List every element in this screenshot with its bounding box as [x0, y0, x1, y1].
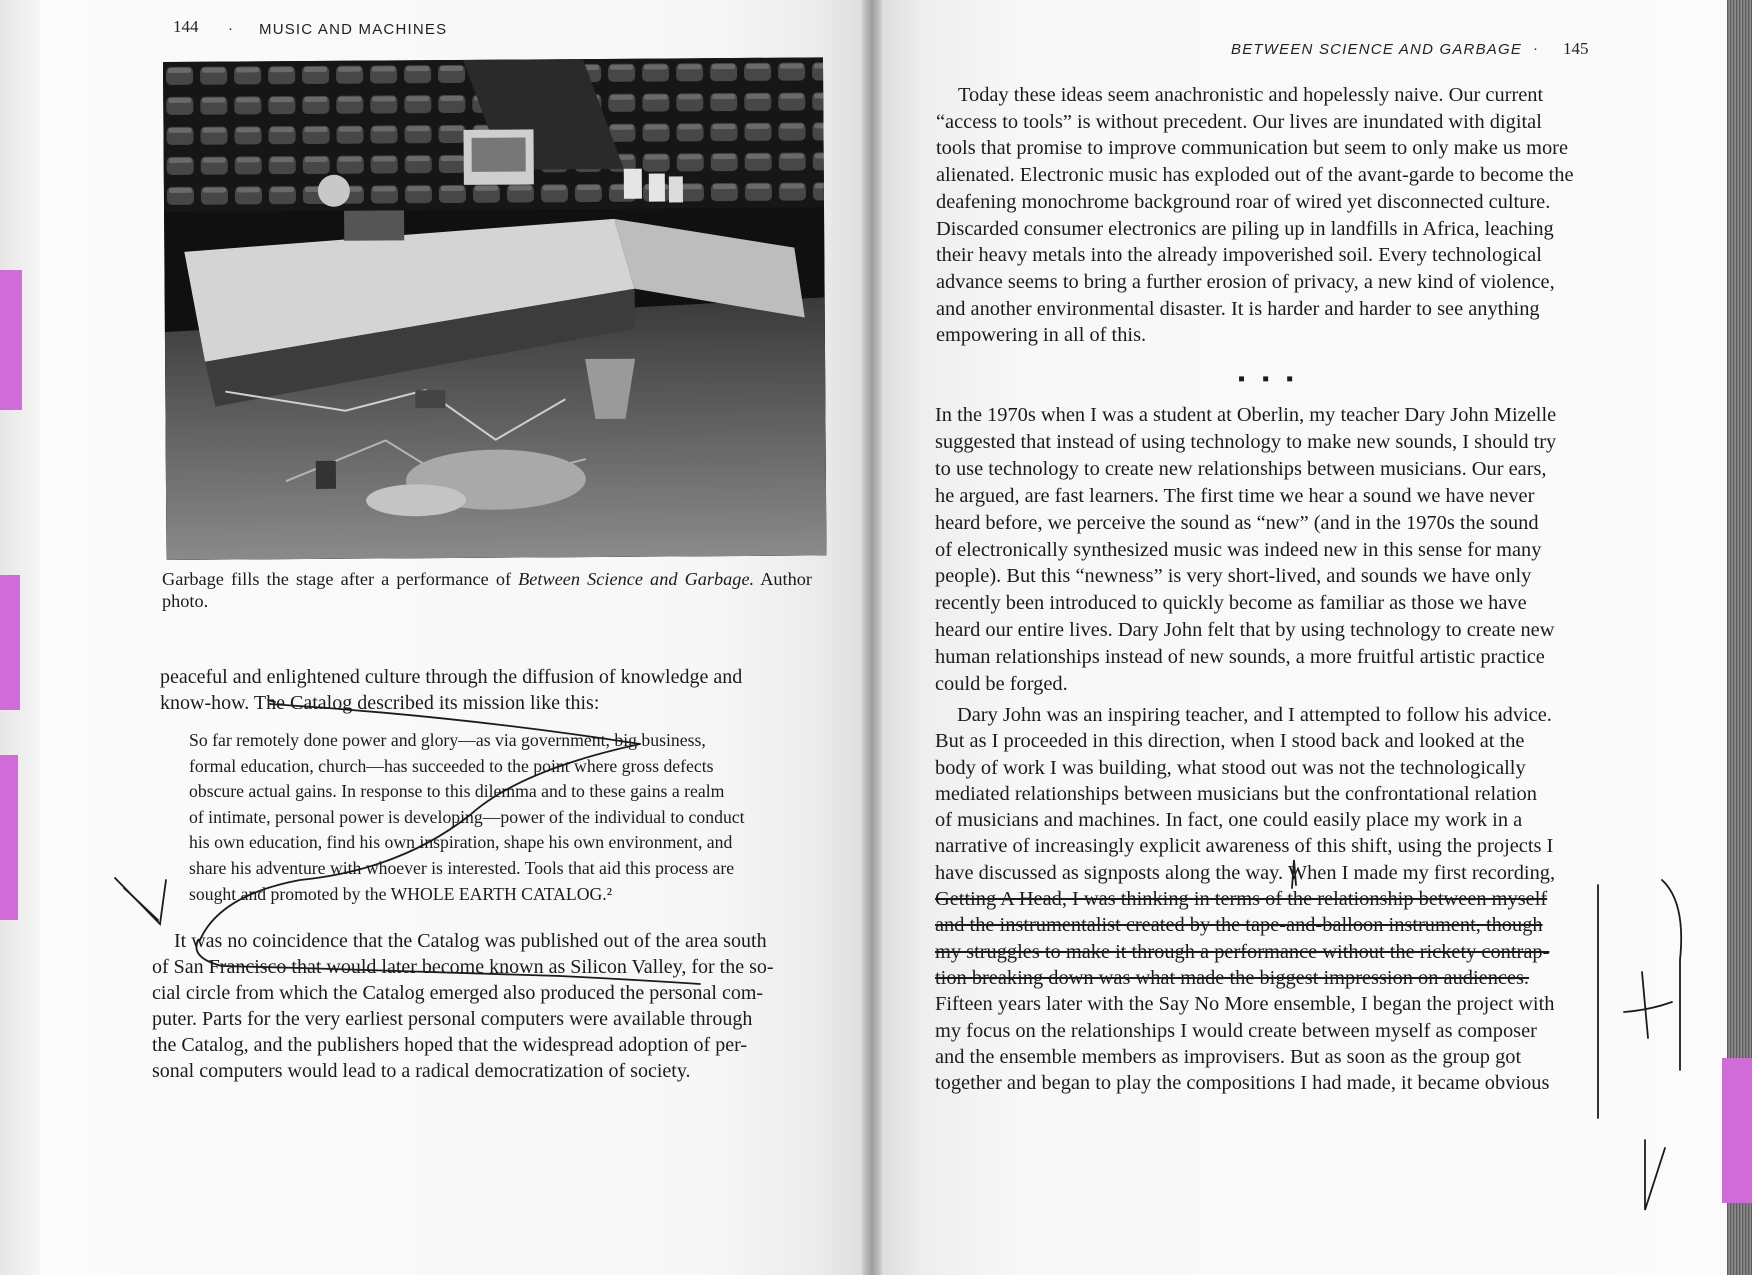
photo-caption [162, 568, 812, 612]
text-line: tools that promise to improve communication but seem to only make us more [936, 137, 1569, 160]
quote-line: of intimate, personal power is developing—power of the individual to conduct [189, 806, 745, 827]
sticky-tab [0, 270, 22, 410]
text-line: sonal computers would lead to a radical democratization of society. [152, 1060, 691, 1082]
text-line: mediated relationships between musicians but the confrontational relation [935, 782, 1537, 805]
caption-title: Between Science and Garbage. [518, 569, 755, 589]
sticky-tab [0, 575, 20, 710]
text-line: body of work I was building, what stood out was not the technologically [935, 756, 1526, 779]
running-head-separator: · [228, 20, 235, 37]
text-line: my focus on the relationships I would create between myself as composer [935, 1019, 1537, 1042]
text-line: of San Francisco that would later become known as Silicon Valley, for the so- [152, 956, 774, 978]
text-line: cial circle from which the Catalog emerged also produced the personal com- [152, 982, 764, 1004]
text-line: deafening monochrome background roar of wired yet disconnected culture. [936, 190, 1551, 213]
text-line: “access to tools” is without precedent. Our lives are inundated with digital [936, 110, 1542, 133]
struck-text-line: tion breaking down was what made the biggest impression on audiences. [935, 966, 1530, 989]
left-body-paragraph [160, 664, 810, 716]
quote-line: obscure actual gains. In response to this dilemma and to these gains a realm [189, 781, 725, 802]
running-head-right: BETWEEN SCIENCE AND GARBAGE [1231, 41, 1523, 58]
left-body-paragraph-2 [152, 928, 802, 1084]
section-break-ornament: ▪ ▪ ▪ [1238, 368, 1300, 390]
quote-line: sought and promoted by the WHOLE EARTH CATALOG.² [189, 883, 613, 904]
text-line: But as I proceeded in this direction, when I stood back and looked at the [935, 730, 1525, 753]
text-line: he argued, are fast learners. The first time we hear a sound we have never [935, 484, 1535, 507]
text-line: Fifteen years later with the Say No More ensemble, I began the project with [935, 993, 1555, 1016]
text-line: and another environmental disaster. It is harder and harder to see anything [936, 297, 1540, 320]
text-line: human relationships instead of new sounds, a more fruitful artistic practice [935, 646, 1545, 669]
quote-line: So far remotely done power and glory—as via government, big business, [189, 730, 706, 750]
struck-text-line: Getting A Head, I was thinking in terms of the relationship between myself [935, 888, 1548, 911]
book-gutter [862, 0, 882, 1275]
text-line: Dary John was an inspiring teacher, and I attempted to follow his advice. [957, 704, 1552, 726]
stage-photo [163, 57, 826, 560]
text-line: advance seems to bring a further erosion of privacy, a new kind of violence, [936, 270, 1555, 293]
text-line: of electronically synthesized music was indeed new in this sense for many [935, 538, 1542, 561]
struck-text-line: and the instrumentalist created by the tape-and-balloon instrument, though [935, 914, 1543, 937]
text-line: their heavy metals into the already impoverished soil. Every technological [936, 244, 1542, 267]
right-paragraph-3 [935, 702, 1585, 1096]
right-paragraph-1 [936, 82, 1586, 349]
text-line: empowering in all of this. [936, 324, 1147, 347]
text-line: the Catalog, and the publishers hoped that the widespread adoption of per- [152, 1034, 747, 1056]
text-line: to use technology to create new relationships between musicians. Our ears, [935, 457, 1547, 480]
page-number-left: 144 [173, 17, 199, 36]
caption-suffix: Author photo. [162, 569, 813, 611]
quote-line: formal education, church—has succeeded to the point where gross defects [189, 755, 714, 776]
text-line: Discarded consumer electronics are piling up in landfills in Africa, leaching [936, 217, 1554, 240]
struck-text-line: my struggles to make it through a performance without the rickety contrap- [935, 940, 1550, 963]
text-line: know-how. The Catalog described its mission like this: [160, 692, 600, 714]
text-line: In the 1970s when I was a student at Oberlin, my teacher Dary John Mizelle [935, 404, 1557, 426]
stage-photo-image [163, 57, 826, 560]
quote-line: share his adventure with whoever is interested. Tools that aid this process are [189, 857, 735, 878]
text-line: It was no coincidence that the Catalog was published out of the area south [174, 930, 767, 952]
caption-text: Garbage fills the stage after a performance of [162, 569, 519, 589]
text-line: have discussed as signposts along the way. When I made my first recording, [935, 861, 1556, 884]
text-line: peaceful and enlightened culture through the diffusion of knowledge and [160, 666, 743, 688]
sticky-tab [1722, 1058, 1752, 1203]
block-quote [189, 728, 783, 907]
text-line: of musicians and machines. In fact, one could easily place my work in a [935, 809, 1523, 832]
text-line: and the ensemble members as improvisers. But as soon as the group got [935, 1045, 1522, 1068]
text-line: suggested that instead of using technology to make new sounds, I should try [935, 430, 1557, 453]
text-line: puter. Parts for the very earliest personal computers were available through [152, 1008, 753, 1030]
text-line: could be forged. [935, 673, 1068, 696]
text-line: together and began to play the compositions I had made, it became obvious [935, 1072, 1550, 1095]
text-line: recently been introduced to quickly become as familiar as those we have [935, 592, 1527, 615]
text-line: heard before, we perceive the sound as “new” (and in the 1970s the sound [935, 511, 1539, 534]
text-line: narrative of increasingly explicit awareness of this shift, using the projects I [935, 835, 1554, 858]
quote-line: his own education, find his own inspiration, shape his own environment, and [189, 832, 733, 853]
running-head-left: MUSIC AND MACHINES [259, 21, 448, 38]
text-line: heard our entire lives. Dary John felt that by using technology to create new [935, 619, 1555, 642]
text-line: people). But this “newness” is very short-lived, and sounds we have only [935, 565, 1532, 588]
text-line: alienated. Electronic music has exploded out of the avant-garde to become the [936, 164, 1574, 187]
text-line: Today these ideas seem anachronistic and hopelessly naive. Our current [958, 84, 1544, 106]
right-paragraph-2 [935, 402, 1585, 698]
page-number-right: 145 [1563, 39, 1589, 58]
sticky-tab [0, 755, 18, 920]
running-head-separator: · [1533, 40, 1540, 57]
